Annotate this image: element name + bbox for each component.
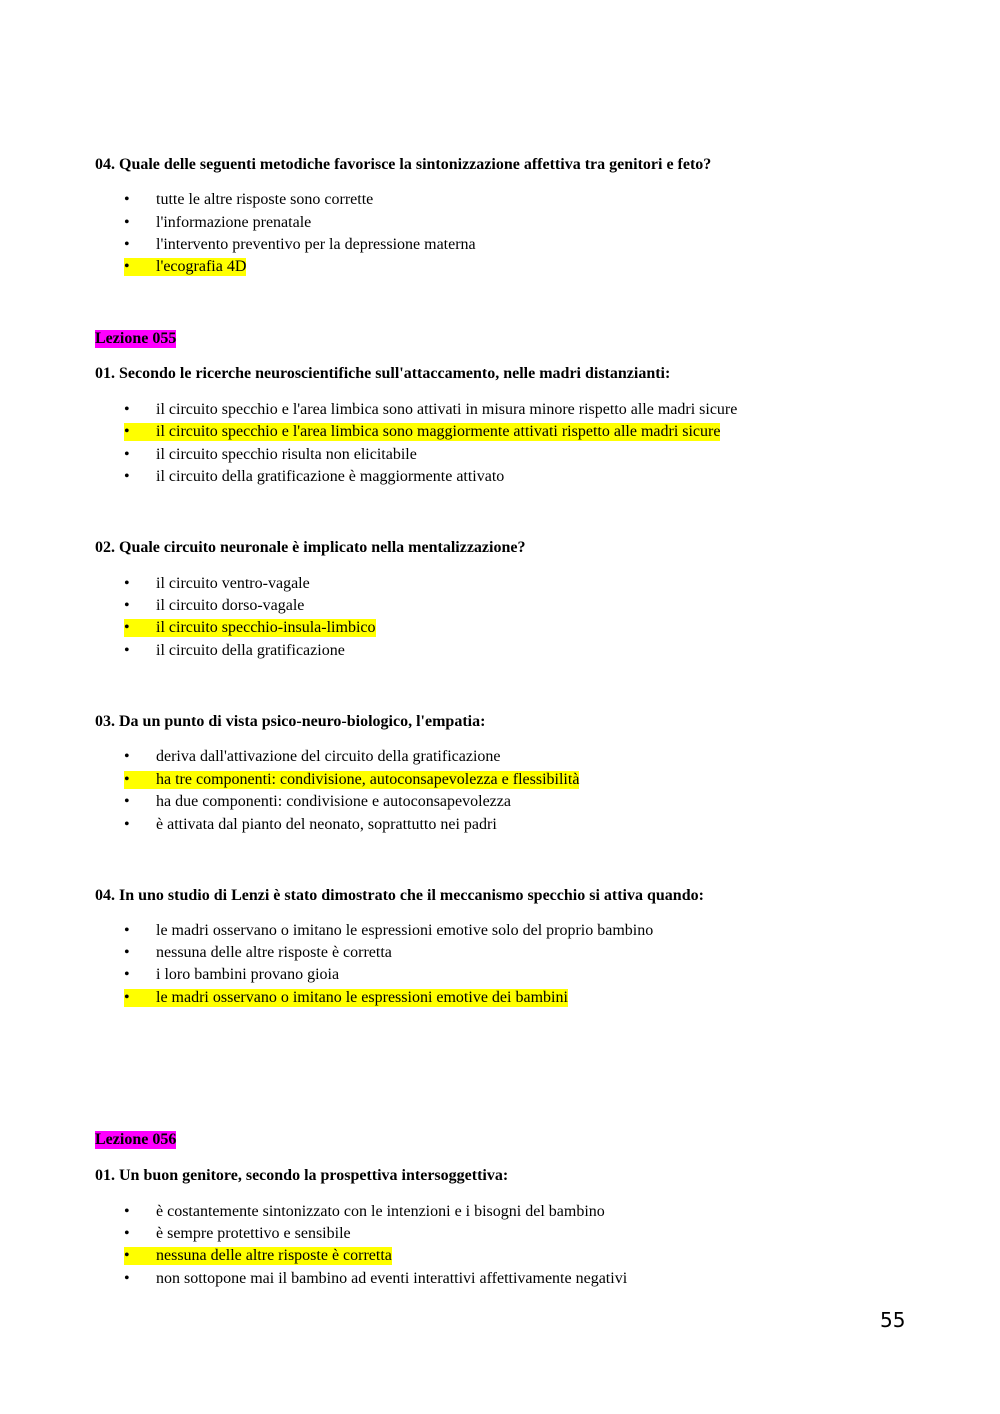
answer-option: • il circuito dorso-vagale <box>124 597 305 614</box>
bullet-icon: • <box>124 236 130 253</box>
bullet-icon: • <box>124 258 130 275</box>
bullet-icon: • <box>124 989 130 1006</box>
bullet-icon: • <box>124 1270 130 1287</box>
answer-option: • nessuna delle altre risposte è corretta <box>124 944 392 961</box>
bullet-icon: • <box>124 748 130 765</box>
answer-option-correct: • il circuito specchio e l'area limbica sono maggiormente attivati rispetto alle madri sicure <box>124 423 721 440</box>
answer-option: • è sempre protettivo e sensibile <box>124 1225 351 1242</box>
answer-option: • il circuito specchio risulta non elicitabile <box>124 446 417 463</box>
question-title: 03. Da un punto di vista psico-neuro-biologico, l'empatia: <box>95 713 486 730</box>
answer-option-correct: • l'ecografia 4D <box>124 258 247 275</box>
bullet-icon: • <box>124 423 130 440</box>
question-title: 01. Secondo le ricerche neuroscientifiche sull'attaccamento, nelle madri distanzianti: <box>95 365 671 382</box>
bullet-icon: • <box>124 597 130 614</box>
answer-option: • il circuito ventro-vagale <box>124 575 310 592</box>
bullet-icon: • <box>124 793 130 810</box>
bullet-icon: • <box>124 816 130 833</box>
answer-option-correct: • il circuito specchio-insula-limbico <box>124 619 376 636</box>
bullet-icon: • <box>124 468 130 485</box>
answer-option: • non sottopone mai il bambino ad eventi interattivi affettivamente negativi <box>124 1270 628 1287</box>
answer-option: • i loro bambini provano gioia <box>124 966 340 983</box>
answer-option: • è attivata dal pianto del neonato, soprattutto nei padri <box>124 816 497 833</box>
answer-option: • è costantemente sintonizzato con le intenzioni e i bisogni del bambino <box>124 1203 605 1220</box>
answer-option: • l'informazione prenatale <box>124 214 312 231</box>
bullet-icon: • <box>124 966 130 983</box>
bullet-icon: • <box>124 642 130 659</box>
bullet-icon: • <box>124 1247 130 1264</box>
question-title: 01. Un buon genitore, secondo la prospettiva intersoggettiva: <box>95 1167 509 1184</box>
answer-option-correct: • ha tre componenti: condivisione, autoconsapevolezza e flessibilità <box>124 771 580 788</box>
bullet-icon: • <box>124 575 130 592</box>
bullet-icon: • <box>124 944 130 961</box>
answer-option: • deriva dall'attivazione del circuito della gratificazione <box>124 748 501 765</box>
bullet-icon: • <box>124 619 130 636</box>
bullet-icon: • <box>124 922 130 939</box>
answer-option-correct: • nessuna delle altre risposte è corretta <box>124 1247 392 1264</box>
bullet-icon: • <box>124 771 130 788</box>
bullet-icon: • <box>124 214 130 231</box>
bullet-icon: • <box>124 1203 130 1220</box>
question-title: 04. Quale delle seguenti metodiche favorisce la sintonizzazione affettiva tra genitori e feto? <box>95 156 712 173</box>
answer-option: • ha due componenti: condivisione e autoconsapevolezza <box>124 793 511 810</box>
bullet-icon: • <box>124 191 130 208</box>
page-number: 55 <box>880 1308 906 1332</box>
answer-option: • l'intervento preventivo per la depressione materna <box>124 236 476 253</box>
question-title: 02. Quale circuito neuronale è implicato nella mentalizzazione? <box>95 539 526 556</box>
lesson-heading: Lezione 055 <box>95 330 177 347</box>
question-title: 04. In uno studio di Lenzi è stato dimostrato che il meccanismo specchio si attiva quando: <box>95 887 704 904</box>
lesson-heading: Lezione 056 <box>95 1131 177 1148</box>
bullet-icon: • <box>124 446 130 463</box>
answer-option: • tutte le altre risposte sono corrette <box>124 191 374 208</box>
answer-option-correct: • le madri osservano o imitano le espressioni emotive dei bambini <box>124 989 568 1006</box>
bullet-icon: • <box>124 401 130 418</box>
answer-option: • il circuito della gratificazione è maggiormente attivato <box>124 468 505 485</box>
bullet-icon: • <box>124 1225 130 1242</box>
answer-option: • il circuito della gratificazione <box>124 642 345 659</box>
answer-option: • le madri osservano o imitano le espressioni emotive solo del proprio bambino <box>124 922 654 939</box>
answer-option: • il circuito specchio e l'area limbica sono attivati in misura minore rispetto alle madri sicure <box>124 401 738 418</box>
